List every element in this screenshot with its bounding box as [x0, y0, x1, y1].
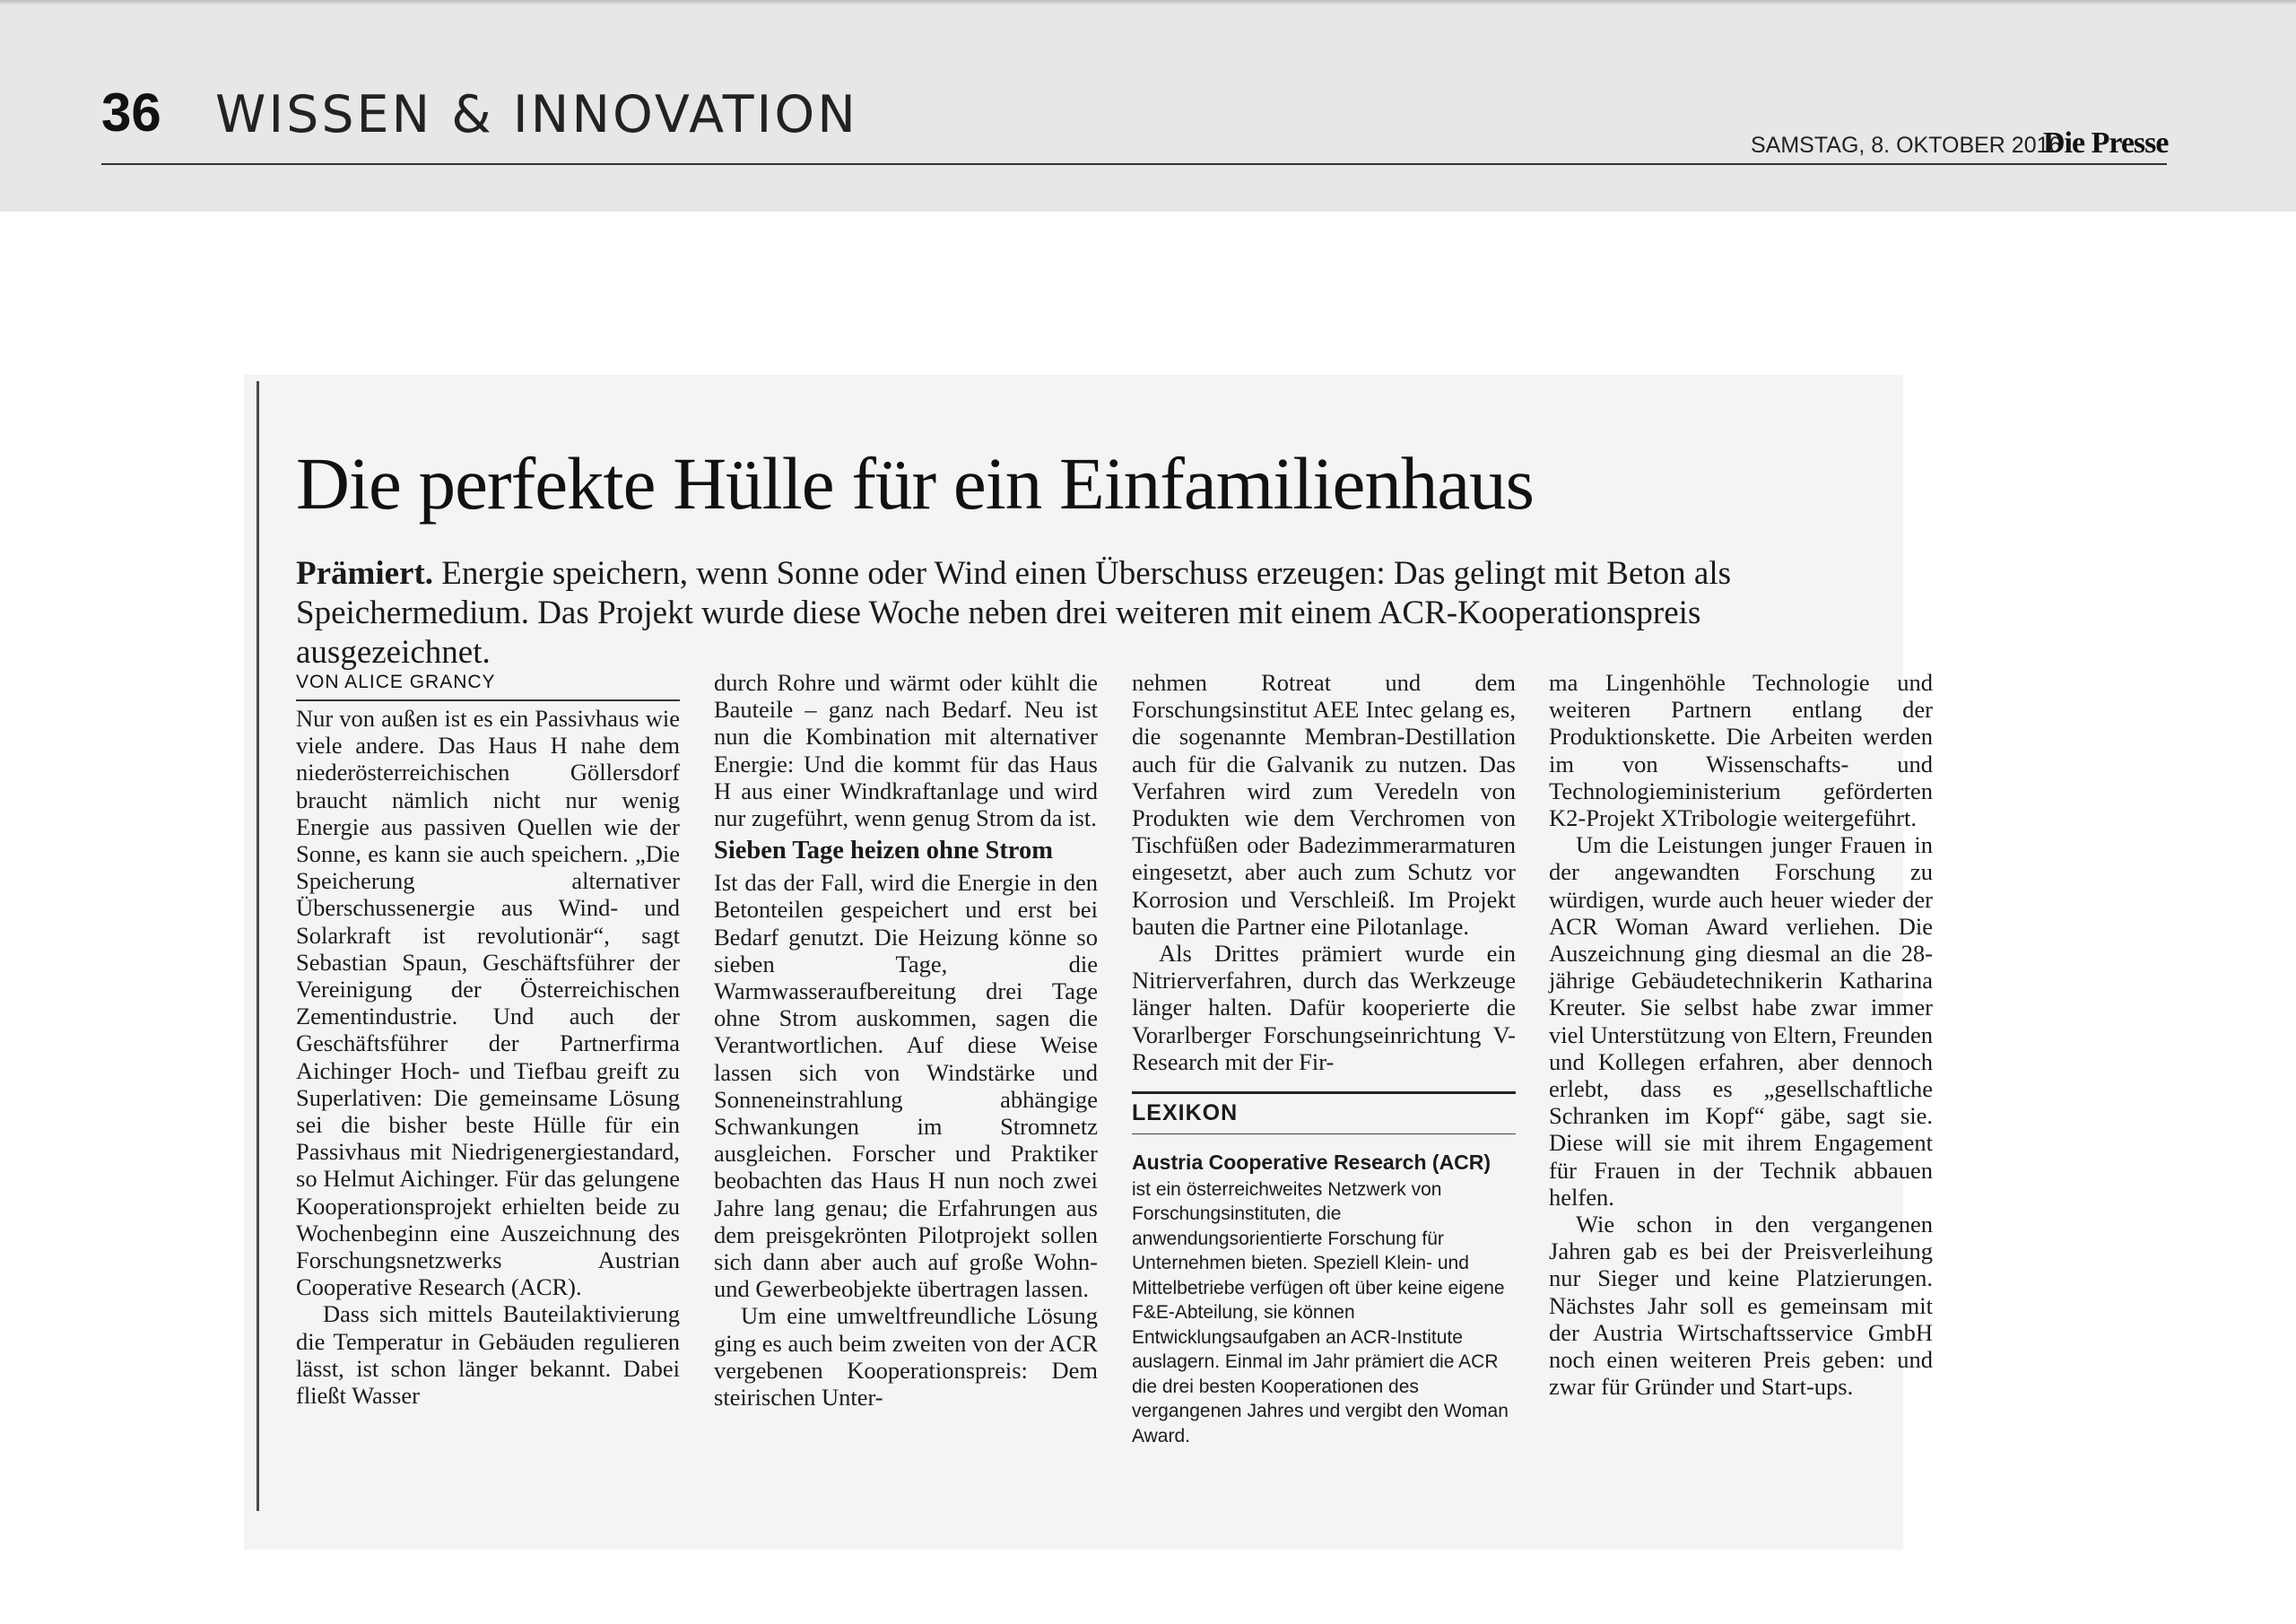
lexikon-title: Austria Cooperative Research (ACR) [1132, 1151, 1492, 1175]
paragraph: Ist das der Fall, wird die Energie in den Betonteilen gespeichert und erst bei Bedarf genutzt. Die Heizung könne so sieben Tage, die Warmwasseraufbereitung drei Tage ohne Strom auskommen, sagen die Verantwortlichen. Auf diese Weise lassen sich von Windstärke und Sonneneinstrahlung abhängige Schwankungen im Stromnetz ausgleichen. Forscher und Praktiker beobachten das Haus H nun noch zwei Jahre lang genau; die Erfahrungen aus dem preisgekrönten Pilotprojekt sollen sich dann aber auch auf große Wohn- und Gewerbeobjekte übertragen lassen. [714, 869, 1098, 1303]
header-divider [101, 163, 2167, 165]
paragraph: Als Drittes prämiert wurde ein Nitrierverfahren, durch das Werkzeuge länger halten. Dafür kooperierte die Vorarlberger Forschungseinrichtung V-Research mit der Fir- [1132, 940, 1516, 1075]
lexikon-box [1132, 1151, 1516, 1448]
article-headline: Die perfekte Hülle für ein Einfamilienhaus [296, 442, 1534, 525]
publication-logo: Die Presse [2043, 126, 2169, 160]
paragraph: Dass sich mittels Bauteilaktivierung die Temperatur in Gebäuden regulieren lässt, ist schon länger bekannt. Dabei fließt Wasser [296, 1300, 680, 1410]
article-column-1 [296, 669, 680, 1409]
lexikon-divider [1132, 1091, 1516, 1094]
paragraph: Wie schon in den vergangenen Jahren gab es bei der Preisverleihung nur Sieger und keine Platzierungen. Nächstes Jahr soll es gemeinsam mit der Austria Wirtschaftsservice GmbH noch einen weiteren Preis geben: und zwar für Gründer und Start-ups. [1549, 1211, 1933, 1401]
scan-top-edge [0, 0, 2296, 5]
lead-text: Energie speichern, wenn Sonne oder Wind einen Überschuss erzeugen: Das gelingt mit Beton als Speichermedium. Das Projekt wurde diese Woche neben drei weiteren mit einem ACR-Kooperationspreis ausgezeichnet. [296, 555, 1732, 671]
article-column-3 [1132, 669, 1516, 1448]
paragraph: ma Lingenhöhle Technologie und weiteren Partnern entlang der Produktionskette. Die Arbeiten werden im von Wissenschafts- und Technologieministerium geförderten K2-Projekt XTribologie weitergeführt. [1549, 669, 1933, 832]
issue-date: SAMSTAG, 8. OKTOBER 2016 [1751, 133, 2062, 158]
paragraph: Um die Leistungen junger Frauen in der angewandten Forschung zu würdigen, wurde auch heuer wieder der ACR Woman Award verliehen. Die Auszeichnung ging diesmal an die 28-jährige Gebäudetechnikerin Katharina Kreuter. Sie selbst habe zwar immer viel Unterstützung von Eltern, Freunden und Kollegen erfahren, aber dennoch erlebt, dass es „gesellschaftliche Schranken im Kopf“ gäbe, sagt sie. Diese will sie mit ihrem Engagement für Frauen in der Technik abbauen helfen. [1549, 831, 1933, 1211]
section-title: WISSEN & INNOVATION [215, 85, 858, 144]
subheading: Sieben Tage heizen ohne Strom [714, 837, 1053, 865]
page-number: 36 [101, 83, 161, 143]
paragraph: nehmen Rotreat und dem Forschungsinstitut AEE Intec gelang es, die sogenannte Membran-Destillation auch für die Galvanik zu nutzen. Das Verfahren wird zum Veredeln von Produkten wie dem Verchromen von Tischfüßen oder Badezimmerarmaturen eingesetzt, aber auch zum Schutz vor Korrosion und Verschleiß. Im Projekt bauten die Partner eine Pilotanlage. [1132, 669, 1516, 940]
paragraph: durch Rohre und wärmt oder kühlt die Bauteile – ganz nach Bedarf. Neu ist nun die Kombination mit alternativer Energie: Und die kommt für das Haus H aus einer Windkraftanlage und wird nur zugeführt, wenn genug Strom da ist. [714, 669, 1098, 832]
byline: VON ALICE GRANCY [296, 669, 680, 701]
paragraph: Nur von außen ist es ein Passivhaus wie viele andere. Das Haus H nahe dem niederösterreichischen Göllersdorf braucht nämlich nicht nur wenig Energie aus passiven Quellen wie der Sonne, es kann sie auch speichern. „Die Speicherung alternativer Überschussenergie aus Wind- und Solarkraft ist revolutionär“, sagt Sebastian Spaun, Geschäftsführer der Vereinigung der Österreichischen Zementindustrie. Und auch der Geschäftsführer der Partnerfirma Aichinger Hoch- und Tiefbau greift zu Superlativen: Die gemeinsame Lösung sei die bisher beste Hülle für ein Passivhaus mit Niedrigenergiestandard, so Helmut Aichinger. Für das gelungene Kooperationsprojekt erhielten beide zu Wochenbeginn eine Auszeichnung des Forschungsnetzwerks Austrian Cooperative Research (ACR). [296, 705, 680, 1301]
article-column-2 [714, 669, 1098, 1411]
paragraph: Um eine umweltfreundliche Lösung ging es auch beim zweiten von der ACR vergebenen Kooperationspreis: Dem steirischen Unter- [714, 1302, 1098, 1411]
article-column-4 [1549, 669, 1933, 1400]
article-lead [296, 554, 1874, 673]
clipping-edge [257, 381, 259, 1511]
lexikon-text: ist ein österreichweites Netzwerk von Forschungsinstituten, die anwendungsorientierte Forschung für Unternehmen bieten. Speziell Klein- und Mittelbetriebe verfügen oft über keine eigene F&E-Abteilung, sie können Entwicklungsaufgaben an ACR-Institute auslagern. Einmal im Jahr prämiert die ACR die drei besten Kooperationen des vergangenen Jahres und vergibt den Woman Award. [1132, 1178, 1509, 1446]
lead-label: Prämiert. [296, 555, 434, 592]
lexikon-heading: LEXIKON [1132, 1099, 1516, 1134]
